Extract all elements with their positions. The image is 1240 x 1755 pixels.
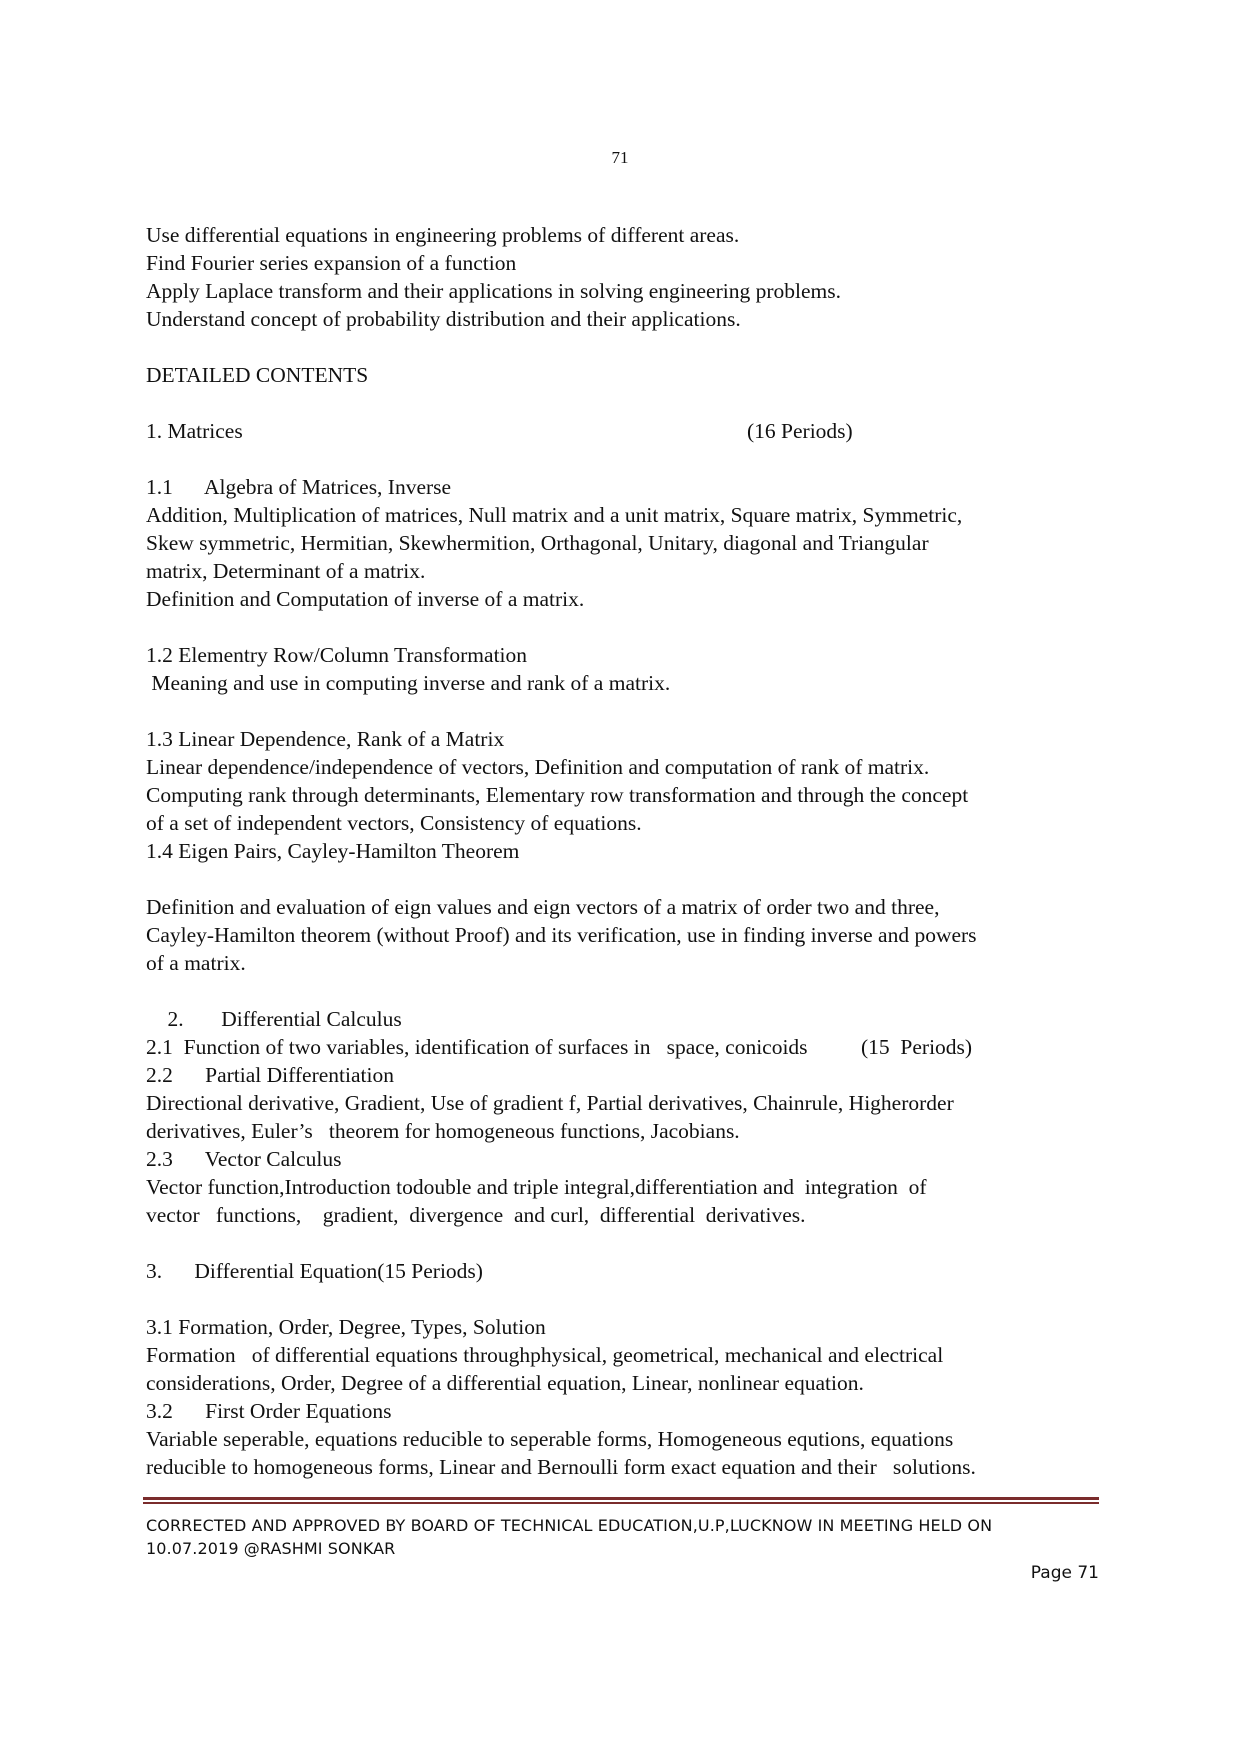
- paragraph-line: Variable seperable, equations reducible to seperable forms, Homogeneous equtions, equations: [146, 1427, 954, 1451]
- paragraph-line: Formation of differential equations throughphysical, geometrical, mechanical and electrical: [146, 1343, 944, 1367]
- intro-line: Apply Laplace transform and their applications in solving engineering problems.: [146, 279, 841, 303]
- page-number-top: 71: [611, 148, 629, 167]
- subsection-3-2-title: 3.2 First Order Equations: [146, 1399, 392, 1423]
- subsection-1-1-title: 1.1 Algebra of Matrices, Inverse: [146, 475, 452, 499]
- subsection-1-4-title: 1.4 Eigen Pairs, Cayley-Hamilton Theorem: [146, 839, 520, 863]
- paragraph-line: Cayley-Hamilton theorem (without Proof) and its verification, use in finding inverse and powers: [146, 923, 977, 947]
- footer: [146, 1514, 1106, 1560]
- subsection-1-2-title: 1.2 Elementry Row/Column Transformation: [146, 643, 528, 667]
- paragraph-line: Computing rank through determinants, Elementary row transformation and through the concept: [146, 783, 969, 807]
- paragraph-line: Definition and evaluation of eign values and eign vectors of a matrix of order two and three,: [146, 895, 940, 919]
- paragraph-line: matrix, Determinant of a matrix.: [146, 559, 426, 583]
- detailed-contents-heading: DETAILED CONTENTS: [146, 363, 369, 387]
- paragraph-line: Meaning and use in computing inverse and rank of a matrix.: [146, 671, 671, 695]
- paragraph-line: vector functions, gradient, divergence and curl, differential derivatives.: [146, 1203, 806, 1227]
- footer-page-number: Page 71: [1030, 1563, 1099, 1583]
- paragraph-line: of a matrix.: [146, 951, 246, 975]
- section-1-heading: [146, 417, 1106, 445]
- intro-line: Use differential equations in engineering problems of different areas.: [146, 223, 740, 247]
- section-2-title: 2. Differential Calculus: [167, 1007, 402, 1031]
- document-body: [146, 221, 1106, 1481]
- subsection-1-3-title: 1.3 Linear Dependence, Rank of a Matrix: [146, 727, 505, 751]
- paragraph-line: Directional derivative, Gradient, Use of gradient f, Partial derivatives, Chainrule, Higherorder: [146, 1091, 954, 1115]
- paragraph-line: reducible to homogeneous forms, Linear and Bernoulli form exact equation and their solutions.: [146, 1455, 976, 1479]
- section-2-periods: (15 Periods): [861, 1035, 973, 1059]
- paragraph-line: Definition and Computation of inverse of a matrix.: [146, 587, 585, 611]
- subsection-3-1-title: 3.1 Formation, Order, Degree, Types, Solution: [146, 1315, 546, 1339]
- subsection-2-2-title: 2.2 Partial Differentiation: [146, 1063, 394, 1087]
- paragraph-line: Skew symmetric, Hermitian, Skewhermition, Orthagonal, Unitary, diagonal and Triangular: [146, 531, 929, 555]
- paragraph-line: Vector function,Introduction todouble and triple integral,differentiation and integration of: [146, 1175, 927, 1199]
- paragraph-line: considerations, Order, Degree of a differential equation, Linear, nonlinear equation.: [146, 1371, 864, 1395]
- section-3-heading: 3. Differential Equation(15 Periods): [146, 1259, 483, 1283]
- paragraph-line: Addition, Multiplication of matrices, Null matrix and a unit matrix, Square matrix, Symmetric,: [146, 503, 963, 527]
- section-1-title: 1. Matrices: [146, 419, 243, 443]
- subsection-2-3-title: 2.3 Vector Calculus: [146, 1147, 342, 1171]
- footer-approval-line: CORRECTED AND APPROVED BY BOARD OF TECHNICAL EDUCATION,U.P,LUCKNOW IN MEETING HELD ON: [146, 1516, 993, 1535]
- subsection-2-1-title: 2.1 Function of two variables, identification of surfaces in space, conicoids: [146, 1035, 808, 1059]
- footer-divider: [143, 1497, 1099, 1504]
- paragraph-line: of a set of independent vectors, Consistency of equations.: [146, 811, 642, 835]
- section-1-periods: (16 Periods): [747, 419, 853, 443]
- paragraph-line: derivatives, Euler’s theorem for homogeneous functions, Jacobians.: [146, 1119, 740, 1143]
- footer-date-author: 10.07.2019 @RASHMI SONKAR: [146, 1539, 396, 1558]
- paragraph-line: Linear dependence/independence of vectors, Definition and computation of rank of matrix.: [146, 755, 930, 779]
- intro-line: Find Fourier series expansion of a function: [146, 251, 517, 275]
- intro-line: Understand concept of probability distribution and their applications.: [146, 307, 741, 331]
